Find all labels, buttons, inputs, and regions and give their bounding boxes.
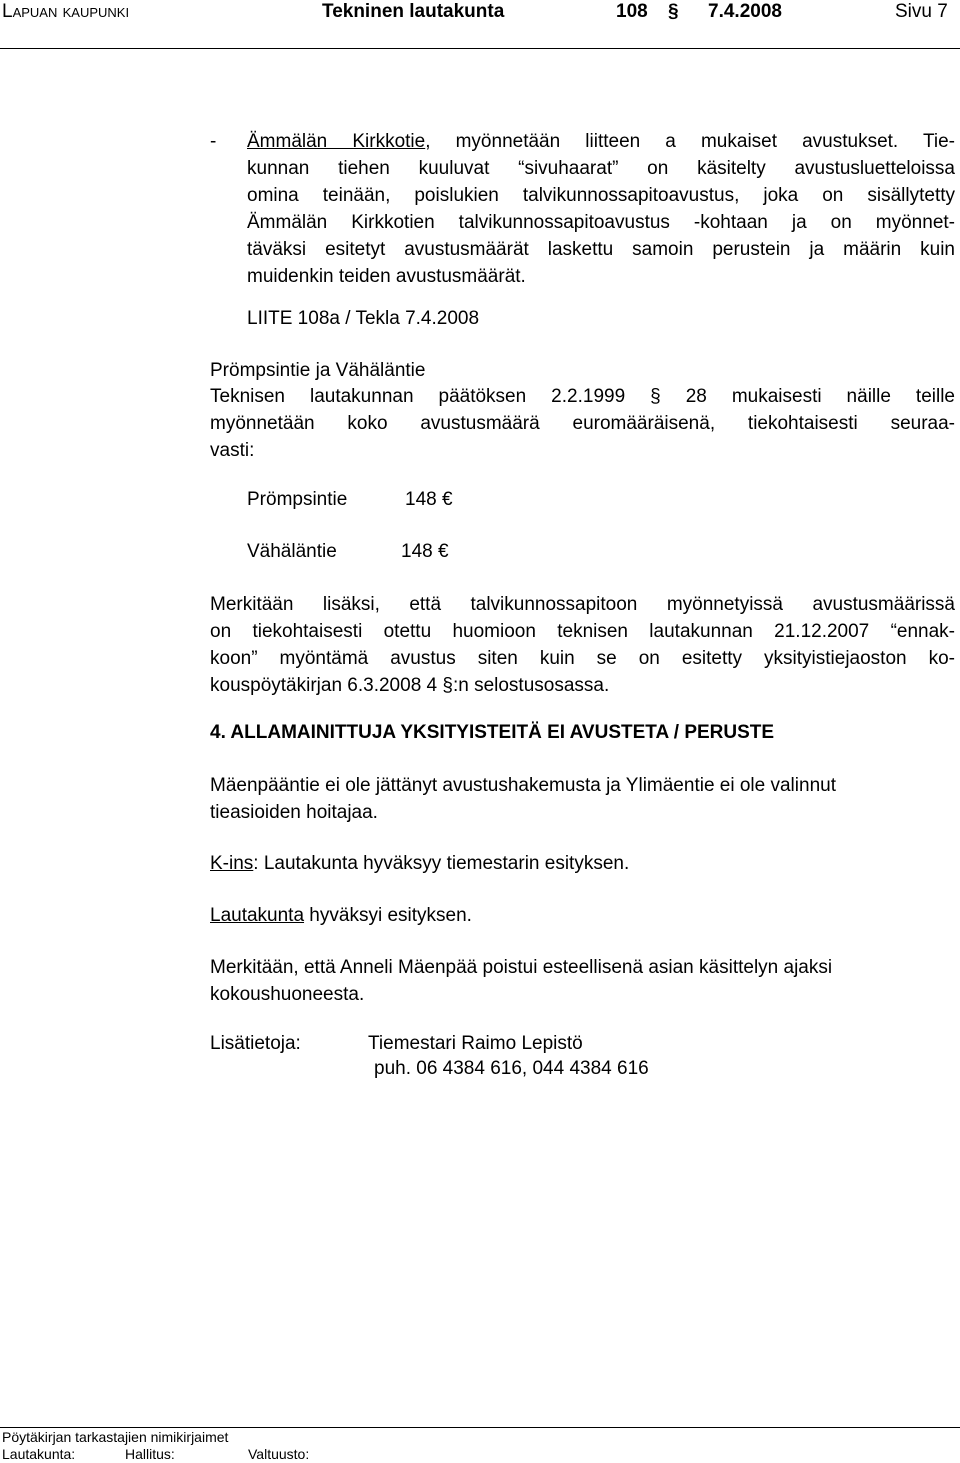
paragraph-line: vasti: [210,440,255,461]
paragraph-line: koon” myöntämä avustus siten kuin se on esitetty yksityistiejaoston ko- [210,648,955,669]
grant-road: Prömpsintie [247,489,348,510]
paragraph-line: Teknisen lautakunnan päätöksen 2.2.1999 § 28 mukaisesti näille teille [210,386,955,407]
contact-name: Tiemestari Raimo Lepistö [368,1033,583,1054]
committee-name: Tekninen lautakunta [322,1,505,22]
note-paragraph [210,591,955,699]
contact-phone: puh. 06 4384 616, 044 4384 616 [374,1058,649,1079]
kins-text: : Lautakunta hyväksyy tiemestarin esityksen. [253,853,630,874]
lautakunta-label: Lautakunta: [2,1446,76,1462]
paragraph-line: myönnetään koko avustusmäärä euromääräisenä, tiekohtaisesti seuraa- [210,413,955,434]
signatures-label: Pöytäkirjan tarkastajien nimikirjaimet [2,1429,229,1445]
paragraph-line: kokoushuoneesta. [210,984,365,1005]
paragraph-line: Mäenpääntie ei ole jättänyt avustushakemusta ja Ylimäentie ei ole valinnut [210,775,836,796]
paragraph-line: täväksi esitetyt avustusmäärät laskettu samoin perustein ja määrin kuin [247,239,955,260]
paragraph-line: kunnan tiehen kuuluvat “sivuhaarat” on käsitelty avustusluetteloissa [247,158,955,179]
contact-label: Lisätietoja: [210,1033,301,1054]
paragraph-line: tieasioiden hoitajaa. [210,802,378,823]
decision-label: Lautakunta [210,905,305,926]
org-name: Lapuan kaupunki [2,1,130,22]
kirkkotie-link: Ämmälän Kirkkotie [247,131,426,152]
page-number: Sivu 7 [895,1,948,22]
footer-rule [0,1427,960,1428]
paragraph-line: kouspöytäkirjan 6.3.2008 4 §:n selostusosassa. [210,675,610,696]
grant-road: Vähäläntie [247,541,337,562]
hallitus-label: Hallitus: [125,1446,175,1462]
paragraph-line: muidenkin teiden avustusmäärät. [247,266,526,287]
grant-amount: 148 € [401,541,449,562]
decision-paragraph [210,383,955,464]
paragraph-line: Merkitään lisäksi, että talvikunnossapitoon myönnetyissä avustusmäärissä [210,594,955,615]
decision-text: hyväksyi esityksen. [304,905,472,926]
paragraph-line: Ämmälän Kirkkotie, myönnetään liitteen a mukaiset avustukset. Tie- [247,131,955,152]
paragraph-line: Merkitään, että Anneli Mäenpää poistui esteellisenä asian käsittelyn ajaksi [210,957,833,978]
paragraph-line: Ämmälän Kirkkotien talvikunnossapitoavustus -kohtaan ja on myönnet- [247,212,955,233]
valtuusto-label: Valtuusto: [248,1446,310,1462]
section4-paragraph [210,772,955,826]
kins-label: K-ins [210,853,254,874]
kins-proposal [210,850,955,877]
item-dash: - [210,131,217,152]
kirkkotie-paragraph [247,128,955,290]
grant-amount: 148 € [405,489,453,510]
section-sign: § [668,1,679,22]
paragraph-line: omina teinään, poislukien talvikunnossapitoavustus, joka on sisällytetty [247,185,955,206]
roads-heading: Prömpsintie ja Vähäläntie [210,360,426,381]
meeting-date: 7.4.2008 [708,1,782,22]
committee-decision [210,902,955,929]
remark-paragraph [210,954,955,1008]
header-rule [0,48,960,49]
section-number: 108 [616,1,648,22]
paragraph-line: on tiekohtaisesti otettu huomioon teknisen lautakunnan 21.12.2007 “ennak- [210,621,955,642]
section4-heading: 4. ALLAMAINITTUJA YKSITYISTEITÄ EI AVUSTETA / PERUSTE [210,722,775,743]
attachment-reference: LIITE 108a / Tekla 7.4.2008 [247,308,480,329]
